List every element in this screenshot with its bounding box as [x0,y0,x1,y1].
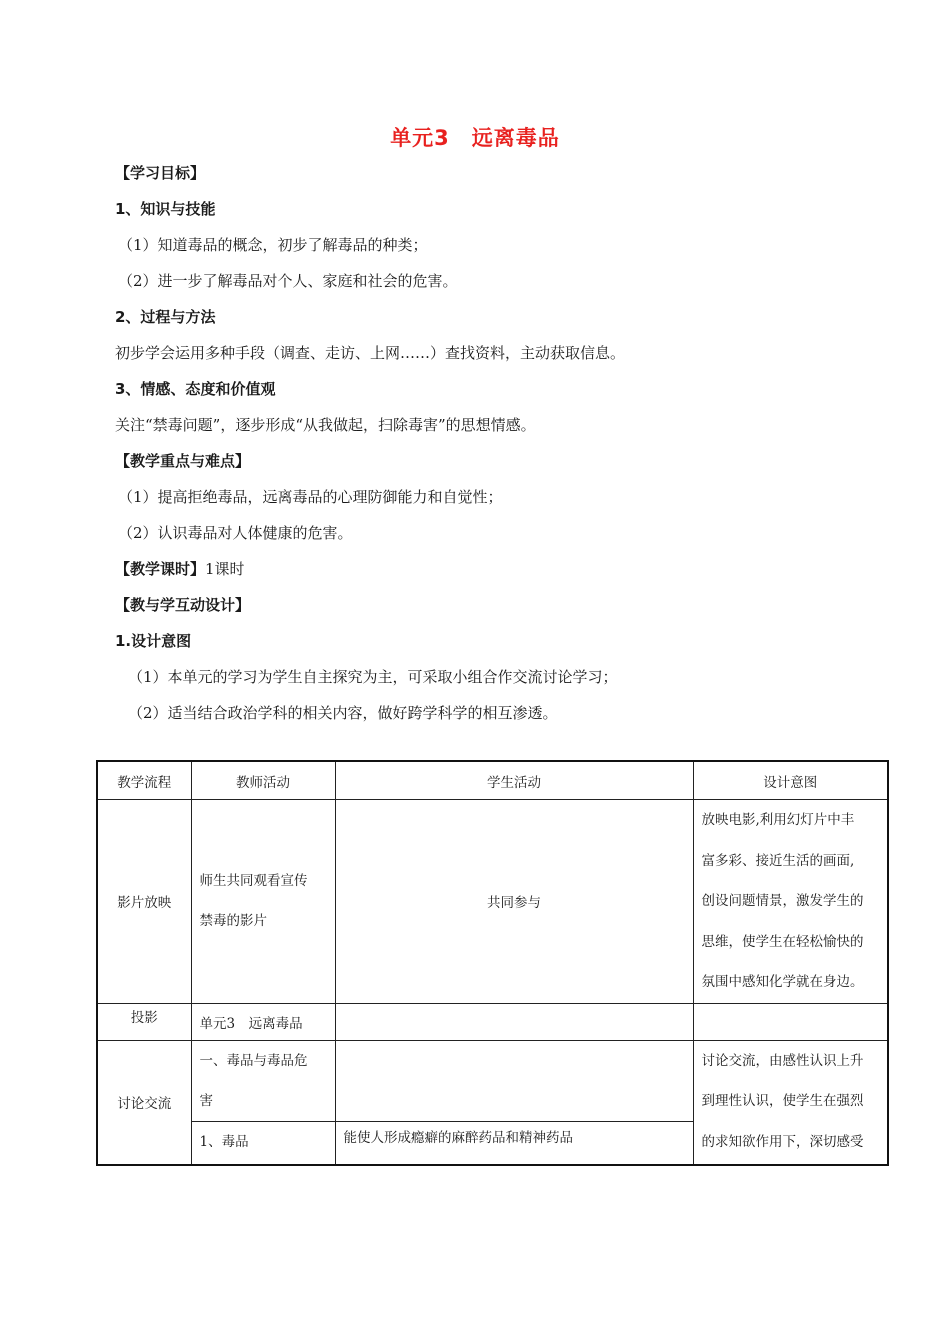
focus-item: （2）认识毒品对人体健康的危害。 [118,524,353,542]
table-row [97,800,888,1004]
focus-heading: 【教学重点与难点】 [115,452,251,470]
row1-student: 共同参与 [335,800,693,1004]
header-student: 学生活动 [335,761,693,800]
row1-flow: 影片放映 [97,800,191,1004]
row3-design-line: 讨论交流，由感性认识上升 [701,1052,864,1069]
intent-heading: 1.设计意图 [115,632,192,650]
row3-teacher-line: 一、毒品与毒品危 [199,1052,308,1069]
row2-design [693,1003,888,1040]
row1-teacher [191,800,335,1004]
row3-design-line: 到理性认识，使学生在强烈 [701,1093,864,1109]
row1-design [693,800,888,1004]
row3-flow: 讨论交流 [97,1040,191,1165]
row1-design-line: 思维，使学生在轻松愉快的 [701,933,864,950]
page-title: 单元3 远离毒品 [390,126,560,150]
knowledge-item: （2）进一步了解毒品对个人、家庭和社会的危害。 [118,272,458,290]
row4-student: 能使人形成瘾癖的麻醉药品和精神药品 [335,1121,693,1165]
intent-item: （1）本单元的学习为学生自主探究为主，可采取小组合作交流讨论学习； [128,668,618,686]
design-heading: 【教与学互动设计】 [115,596,251,614]
row3-teacher-line: 害 [199,1092,213,1109]
row2-student [335,1003,693,1040]
intent-item: （2）适当结合政治学科的相关内容，做好跨学科学的相互渗透。 [128,704,558,722]
hours-heading: 【教学课时】 [115,560,206,578]
row1-design-line: 创设问题情景，激发学生的 [701,893,864,909]
table-row [97,1040,888,1121]
header-flow: 教学流程 [97,761,191,800]
row2-flow: 投影 [97,1003,191,1040]
row3-teacher [191,1040,335,1121]
teaching-flow-table [96,760,889,1166]
row2-teacher: 单元3 远离毒品 [191,1003,335,1040]
row1-design-line: 氛围中感知化学就在身边。 [701,974,864,990]
hours-line [115,559,245,579]
row1-teacher-line: 师生共同观看宣传 [199,873,308,890]
row3-design-line: 的求知欲作用下，深切感受 [701,1133,864,1150]
table-row [97,1003,888,1040]
header-teacher: 教师活动 [191,761,335,800]
emotion-heading: 3、情感、态度和价值观 [115,380,276,398]
knowledge-heading: 1、知识与技能 [115,200,216,218]
process-text: 初步学会运用多种手段（调查、走访、上网……）查找资料，主动获取信息。 [115,344,626,362]
process-heading: 2、过程与方法 [115,308,216,326]
emotion-text: 关注“禁毒问题”，逐步形成“从我做起，扫除毒害”的思想情感。 [115,416,536,434]
table-header-row [97,761,888,800]
row1-teacher-line: 禁毒的影片 [199,913,267,930]
header-design: 设计意图 [693,761,888,800]
row1-design-line: 放映电影,利用幻灯片中丰 [701,812,855,828]
row4-teacher: 1、毒品 [191,1121,335,1165]
row1-design-line: 富多彩、接近生活的画面, [701,852,855,869]
hours-value: 1课时 [205,560,245,578]
row3-design [693,1040,888,1165]
row3-student [335,1040,693,1121]
focus-item: （1）提高拒绝毒品，远离毒品的心理防御能力和自觉性； [118,488,503,506]
goals-heading: 【学习目标】 [115,164,206,182]
knowledge-item: （1）知道毒品的概念，初步了解毒品的种类； [118,236,428,254]
